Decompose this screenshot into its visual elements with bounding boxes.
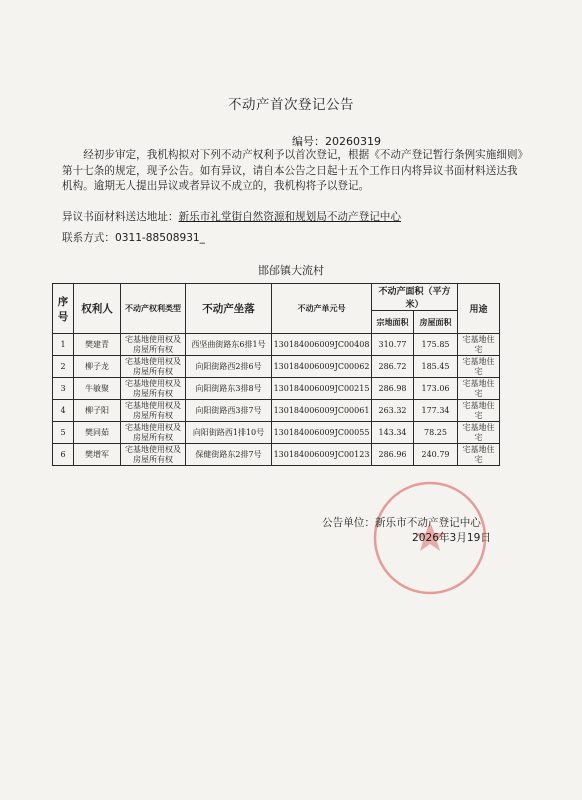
cell-seq: 3	[53, 378, 74, 400]
cell-house-area: 175.85	[414, 334, 458, 356]
cell-seq: 4	[53, 400, 74, 422]
cell-holder: 樊建青	[74, 334, 121, 356]
cell-house-area: 78.25	[414, 422, 458, 444]
header-holder: 权利人	[74, 284, 121, 334]
cell-usage: 宅基地住宅	[458, 400, 500, 422]
cell-land-area: 310.77	[372, 334, 414, 356]
objection-address-line	[62, 209, 401, 224]
cell-unit-no: 130184006009JC00408	[272, 334, 372, 356]
header-land-area: 宗地面积	[372, 311, 414, 334]
table-row	[53, 356, 500, 378]
header-area: 不动产面积（平方米）	[372, 284, 458, 311]
cell-unit-no: 130184006009JC00055	[272, 422, 372, 444]
cell-unit-no: 130184006009JC00215	[272, 378, 372, 400]
contact-line: 联系方式：0311-88508931_	[62, 232, 205, 244]
cell-holder: 樊增军	[74, 444, 121, 466]
cell-unit-no: 130184006009JC00123	[272, 444, 372, 466]
cell-house-area: 173.06	[414, 378, 458, 400]
registration-table	[52, 283, 500, 466]
cell-right-type: 宅基地使用权及房屋所有权	[121, 378, 186, 400]
header-house-area: 房屋面积	[414, 311, 458, 334]
table-row	[53, 378, 500, 400]
village-name: 邯邰镇大流村	[258, 264, 324, 277]
cell-unit-no: 130184006009JC00062	[272, 356, 372, 378]
cell-location: 向阳街路西1排10号	[186, 422, 272, 444]
cell-location: 向阳街路东3排8号	[186, 378, 272, 400]
cell-land-area: 263.32	[372, 400, 414, 422]
cell-location: 向阳街路西2排6号	[186, 356, 272, 378]
header-usage: 用途	[458, 284, 500, 334]
cell-land-area: 286.96	[372, 444, 414, 466]
table-row	[53, 444, 500, 466]
issuing-unit: 公告单位：新乐市不动产登记中心	[322, 517, 481, 529]
cell-seq: 2	[53, 356, 74, 378]
cell-holder: 樊同茹	[74, 422, 121, 444]
cell-right-type: 宅基地使用权及房屋所有权	[121, 444, 186, 466]
notice-body: 经初步审定，我机构拟对下列不动产权利予以首次登记，根据《不动产登记暂行条例实施细则》第十七条的规定，现予公告。如有异议，请自本公告之日起十五个工作日内将异议书面材料送达我机构。逾期无人提出异议或者异议不成立的，我机构将予以登记。	[62, 149, 523, 192]
cell-usage: 宅基地住宅	[458, 378, 500, 400]
cell-seq: 1	[53, 334, 74, 356]
cell-usage: 宅基地住宅	[458, 422, 500, 444]
cell-holder: 柳子龙	[74, 356, 121, 378]
cell-right-type: 宅基地使用权及房屋所有权	[121, 422, 186, 444]
table-row	[53, 422, 500, 444]
cell-land-area: 143.34	[372, 422, 414, 444]
cell-right-type: 宅基地使用权及房屋所有权	[121, 334, 186, 356]
header-right-type: 不动产权利类型	[121, 284, 186, 334]
cell-location: 西坚曲街路东6排1号	[186, 334, 272, 356]
cell-holder: 柳子阳	[74, 400, 121, 422]
issue-date: 2026年3月19日	[412, 532, 491, 544]
cell-usage: 宅基地住宅	[458, 356, 500, 378]
cell-house-area: 185.45	[414, 356, 458, 378]
header-unit-no: 不动产单元号	[272, 284, 372, 334]
cell-right-type: 宅基地使用权及房屋所有权	[121, 400, 186, 422]
objection-label: 异议书面材料送达地址：	[62, 211, 179, 223]
cell-land-area: 286.72	[372, 356, 414, 378]
header-seq: 序号	[53, 284, 74, 334]
table-row	[53, 400, 500, 422]
cell-land-area: 286.98	[372, 378, 414, 400]
page-title: 不动产首次登记公告	[228, 97, 354, 113]
cell-right-type: 宅基地使用权及房屋所有权	[121, 356, 186, 378]
cell-seq: 5	[53, 422, 74, 444]
objection-address: 新乐市礼堂街自然资源和规划局不动产登记中心	[178, 211, 401, 223]
doc-number: 编号：20260319	[292, 135, 381, 148]
cell-unit-no: 130184006009JC00061	[272, 400, 372, 422]
header-location: 不动产坐落	[186, 284, 272, 334]
cell-usage: 宅基地住宅	[458, 444, 500, 466]
cell-house-area: 240.79	[414, 444, 458, 466]
cell-usage: 宅基地住宅	[458, 334, 500, 356]
cell-location: 保健街路东2排7号	[186, 444, 272, 466]
cell-holder: 牛敏聚	[74, 378, 121, 400]
cell-location: 向阳街路西3排7号	[186, 400, 272, 422]
cell-house-area: 177.34	[414, 400, 458, 422]
cell-seq: 6	[53, 444, 74, 466]
table-row	[53, 334, 500, 356]
